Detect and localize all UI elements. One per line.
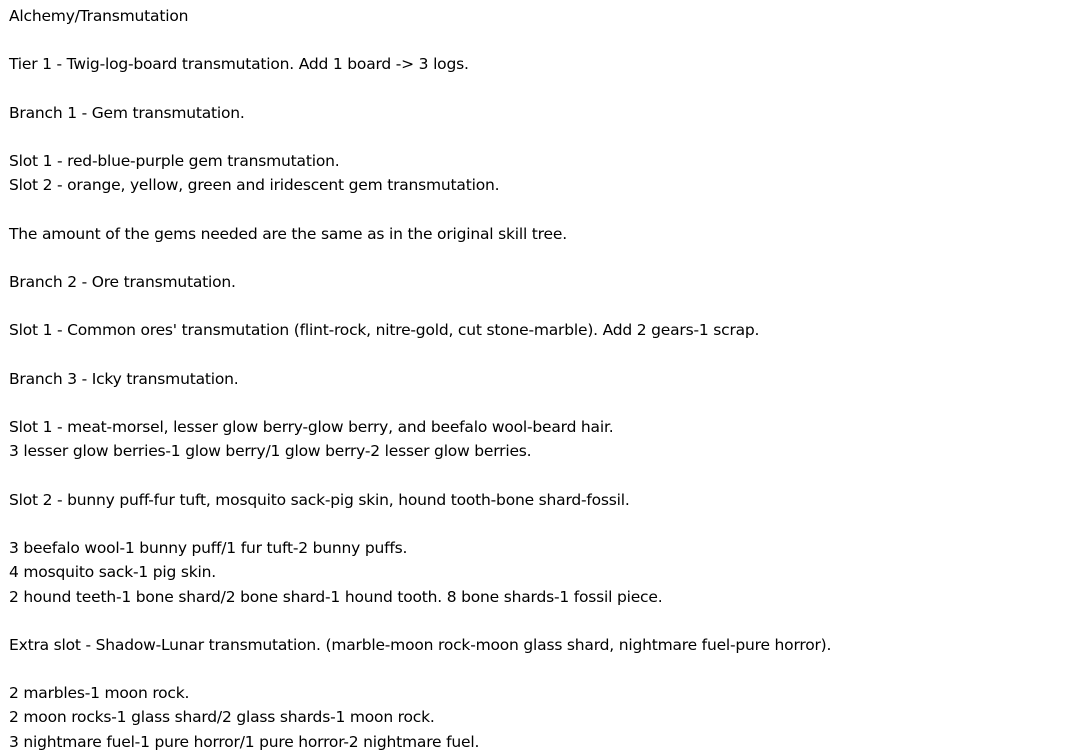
section-heading: Branch 1 - Gem transmutation. bbox=[9, 103, 245, 122]
blank-line bbox=[9, 512, 1059, 536]
blank-line bbox=[9, 609, 1059, 633]
document-title: Alchemy/Transmutation bbox=[9, 7, 189, 25]
text-line: Extra slot - Shadow-Lunar transmutation. (marble-moon rock-moon glass shard, nightmare fuel-pure horror). bbox=[9, 635, 832, 654]
text-line: Slot 1 - meat-morsel, lesser glow berry-glow berry, and beefalo wool-beard hair. bbox=[9, 418, 614, 437]
text-line: Slot 2 - bunny puff-fur tuft, mosquito sack-pig skin, hound tooth-bone shard-fossil. bbox=[9, 490, 630, 509]
text-line: 2 moon rocks-1 glass shard/2 glass shards-1 moon rock. bbox=[9, 708, 435, 727]
blank-line bbox=[9, 343, 1059, 367]
text-line: 3 nightmare fuel-1 pure horror/1 pure horror-2 nightmare fuel. bbox=[9, 732, 480, 751]
section-heading: Branch 2 - Ore transmutation. bbox=[9, 273, 236, 292]
text-line: Slot 1 - red-blue-purple gem transmutation. bbox=[9, 152, 340, 171]
blank-line bbox=[9, 391, 1059, 415]
text-line: 3 beefalo wool-1 bunny puff/1 fur tuft-2 bunny puffs. bbox=[9, 539, 408, 558]
text-line: Slot 1 - Common ores' transmutation (flint-rock, nitre-gold, cut stone-marble). Add 2 gears-1 scrap. bbox=[9, 321, 760, 340]
blank-line bbox=[9, 77, 1059, 101]
section-heading: Branch 3 - Icky transmutation. bbox=[9, 369, 239, 388]
blank-line bbox=[9, 198, 1059, 222]
blank-line bbox=[9, 125, 1059, 149]
blank-line bbox=[9, 28, 1059, 52]
text-line: 2 hound teeth-1 bone shard/2 bone shard-1 hound tooth. 8 bone shards-1 fossil piece. bbox=[9, 587, 663, 606]
text-line: The amount of the gems needed are the same as in the original skill tree. bbox=[9, 224, 567, 243]
blank-line bbox=[9, 657, 1059, 681]
document-body bbox=[9, 4, 1059, 754]
text-line: 3 lesser glow berries-1 glow berry/1 glow berry-2 lesser glow berries. bbox=[9, 442, 532, 461]
text-line: Slot 2 - orange, yellow, green and iridescent gem transmutation. bbox=[9, 176, 500, 195]
blank-line bbox=[9, 464, 1059, 488]
blank-line bbox=[9, 246, 1059, 270]
text-line: Tier 1 - Twig-log-board transmutation. Add 1 board -> 3 logs. bbox=[9, 55, 469, 74]
text-line: 2 marbles-1 moon rock. bbox=[9, 684, 190, 703]
blank-line bbox=[9, 294, 1059, 318]
text-line: 4 mosquito sack-1 pig skin. bbox=[9, 563, 216, 582]
